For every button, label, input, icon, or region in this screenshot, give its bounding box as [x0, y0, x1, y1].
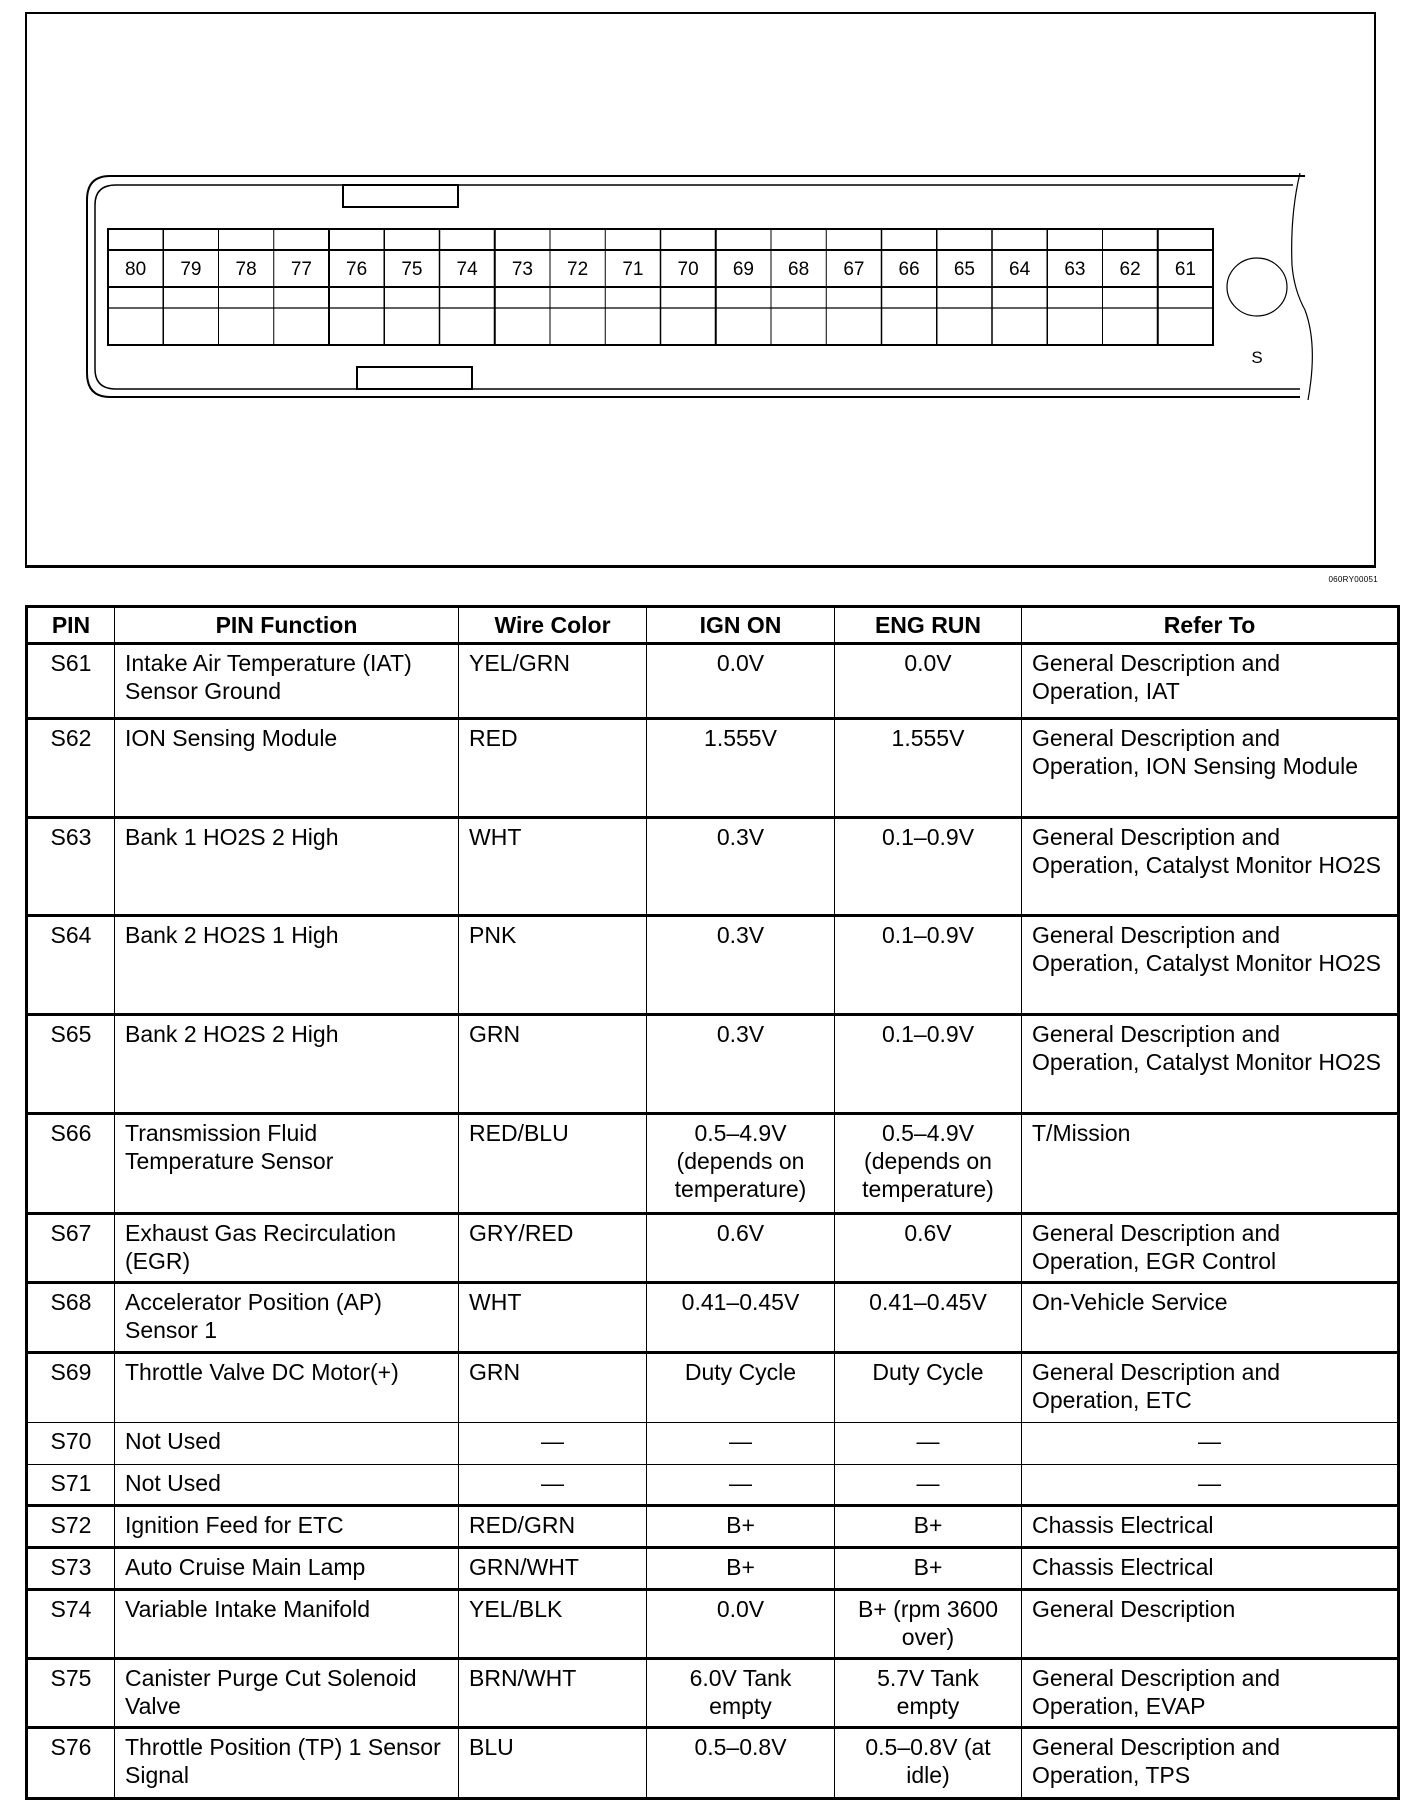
figure-id: 060RY00051	[1328, 575, 1378, 584]
pin-cell: S76	[27, 1728, 115, 1799]
pin-number: 68	[788, 259, 810, 280]
pin-number: 75	[401, 259, 423, 280]
pin-cell: S72	[27, 1506, 115, 1548]
pin-number: 74	[456, 259, 478, 280]
pin-number: 73	[511, 259, 533, 280]
ign-on-cell: 1.555V	[647, 719, 835, 818]
pin-cell: S74	[27, 1590, 115, 1659]
refer-to-cell: General Description and Operation, Catalyst Monitor HO2S	[1022, 916, 1399, 1015]
pin-number: 61	[1174, 259, 1196, 280]
ign-on-cell: 6.0V Tank empty	[647, 1659, 835, 1728]
connector-break-edge	[1292, 173, 1313, 400]
wire-color-cell: WHT	[459, 818, 647, 916]
connector-bottom-latch	[357, 367, 472, 389]
function-cell: Throttle Valve DC Motor(+)	[115, 1353, 459, 1423]
function-cell: Transmission Fluid Temperature Sensor	[115, 1114, 459, 1214]
pin-cell: S61	[27, 644, 115, 719]
pin-cell: S67	[27, 1214, 115, 1283]
function-cell: Ignition Feed for ETC	[115, 1506, 459, 1548]
ign-on-cell: 0.41–0.45V	[647, 1283, 835, 1353]
table-row	[27, 1423, 1399, 1465]
ign-on-cell: —	[647, 1465, 835, 1506]
pin-number: 72	[567, 259, 589, 280]
pin-number: 80	[125, 259, 147, 280]
refer-to-cell: General Description and Operation, Catalyst Monitor HO2S	[1022, 818, 1399, 916]
pin-number: 69	[732, 259, 754, 280]
header-ign-on: IGN ON	[647, 607, 835, 644]
ign-on-cell: 0.0V	[647, 1590, 835, 1659]
wire-color-cell: YEL/BLK	[459, 1590, 647, 1659]
pin-number: 63	[1064, 259, 1086, 280]
table-row	[27, 1114, 1399, 1214]
connector-label: S	[1251, 348, 1263, 367]
ign-on-cell: 0.3V	[647, 1015, 835, 1114]
eng-run-cell: 0.1–0.9V	[835, 1015, 1022, 1114]
header-eng-run: ENG RUN	[835, 607, 1022, 644]
pin-cell: S70	[27, 1423, 115, 1465]
refer-to-cell: General Description	[1022, 1590, 1399, 1659]
ign-on-cell: 0.5–4.9V (depends on temperature)	[647, 1114, 835, 1214]
function-cell: Intake Air Temperature (IAT) Sensor Ground	[115, 644, 459, 719]
table-row	[27, 719, 1399, 818]
function-cell: Throttle Position (TP) 1 Sensor Signal	[115, 1728, 459, 1799]
wire-color-cell: RED/BLU	[459, 1114, 647, 1214]
function-cell: Auto Cruise Main Lamp	[115, 1548, 459, 1590]
eng-run-cell: B+ (rpm 3600 over)	[835, 1590, 1022, 1659]
pin-table	[25, 605, 1400, 1800]
eng-run-cell: 5.7V Tank empty	[835, 1659, 1022, 1728]
refer-to-cell: —	[1022, 1465, 1399, 1506]
ign-on-cell: B+	[647, 1548, 835, 1590]
pin-number: 78	[235, 259, 257, 280]
function-cell: Variable Intake Manifold	[115, 1590, 459, 1659]
wire-color-cell: WHT	[459, 1283, 647, 1353]
eng-run-cell: 0.0V	[835, 644, 1022, 719]
pin-cell: S65	[27, 1015, 115, 1114]
wire-color-cell: —	[459, 1465, 647, 1506]
eng-run-cell: 0.6V	[835, 1214, 1022, 1283]
wire-color-cell: GRN	[459, 1353, 647, 1423]
connector-diagram	[0, 0, 1408, 600]
eng-run-cell: —	[835, 1423, 1022, 1465]
wire-color-cell: GRN/WHT	[459, 1548, 647, 1590]
wire-color-cell: GRN	[459, 1015, 647, 1114]
ign-on-cell: 0.5–0.8V	[647, 1728, 835, 1799]
refer-to-cell: General Description and Operation, ETC	[1022, 1353, 1399, 1423]
pin-cell: S69	[27, 1353, 115, 1423]
function-cell: Accelerator Position (AP) Sensor 1	[115, 1283, 459, 1353]
header-wire-color: Wire Color	[459, 607, 647, 644]
eng-run-cell: 0.1–0.9V	[835, 818, 1022, 916]
pin-cell: S68	[27, 1283, 115, 1353]
ign-on-cell: 0.0V	[647, 644, 835, 719]
ign-on-cell: 0.3V	[647, 818, 835, 916]
refer-to-cell: General Description and Operation, ION Sensing Module	[1022, 719, 1399, 818]
wire-color-cell: PNK	[459, 916, 647, 1015]
table-row	[27, 1283, 1399, 1353]
table-row	[27, 1015, 1399, 1114]
ign-on-cell: B+	[647, 1506, 835, 1548]
table-header-row	[27, 607, 1399, 644]
refer-to-cell: Chassis Electrical	[1022, 1548, 1399, 1590]
eng-run-cell: 0.41–0.45V	[835, 1283, 1022, 1353]
eng-run-cell: Duty Cycle	[835, 1353, 1022, 1423]
connector-top-latch	[343, 185, 458, 207]
table-row	[27, 1353, 1399, 1423]
pin-number: 70	[677, 259, 699, 280]
ign-on-cell: Duty Cycle	[647, 1353, 835, 1423]
function-cell: Canister Purge Cut Solenoid Valve	[115, 1659, 459, 1728]
table-row	[27, 1659, 1399, 1728]
pin-cell: S66	[27, 1114, 115, 1214]
wire-color-cell: RED	[459, 719, 647, 818]
header-refer-to: Refer To	[1022, 607, 1399, 644]
eng-run-cell: 0.5–0.8V (at idle)	[835, 1728, 1022, 1799]
pin-number: 79	[180, 259, 202, 280]
wire-color-cell: BLU	[459, 1728, 647, 1799]
eng-run-cell: 0.5–4.9V (depends on temperature)	[835, 1114, 1022, 1214]
eng-run-cell: B+	[835, 1548, 1022, 1590]
refer-to-cell: —	[1022, 1423, 1399, 1465]
table-row	[27, 1728, 1399, 1799]
function-cell: Not Used	[115, 1423, 459, 1465]
table-row	[27, 916, 1399, 1015]
table-row	[27, 1590, 1399, 1659]
ign-on-cell: 0.3V	[647, 916, 835, 1015]
eng-run-cell: 1.555V	[835, 719, 1022, 818]
pin-number: 71	[622, 259, 644, 280]
pin-number: 77	[290, 259, 312, 280]
refer-to-cell: General Description and Operation, EVAP	[1022, 1659, 1399, 1728]
pin-cell: S75	[27, 1659, 115, 1728]
refer-to-cell: On-Vehicle Service	[1022, 1283, 1399, 1353]
mounting-hole-icon	[1227, 258, 1287, 316]
table-row	[27, 1214, 1399, 1283]
pin-number: 64	[1009, 259, 1031, 280]
function-cell: Bank 2 HO2S 1 High	[115, 916, 459, 1015]
function-cell: Bank 1 HO2S 2 High	[115, 818, 459, 916]
eng-run-cell: B+	[835, 1506, 1022, 1548]
table-row	[27, 644, 1399, 719]
pin-number: 76	[346, 259, 368, 280]
pin-cell: S71	[27, 1465, 115, 1506]
table-row	[27, 1548, 1399, 1590]
wire-color-cell: RED/GRN	[459, 1506, 647, 1548]
eng-run-cell: 0.1–0.9V	[835, 916, 1022, 1015]
pin-number: 67	[843, 259, 865, 280]
header-pin: PIN	[27, 607, 115, 644]
table-row	[27, 1465, 1399, 1506]
refer-to-cell: General Description and Operation, EGR Control	[1022, 1214, 1399, 1283]
function-cell: Exhaust Gas Recirculation (EGR)	[115, 1214, 459, 1283]
function-cell: Not Used	[115, 1465, 459, 1506]
pin-grid	[108, 229, 1213, 345]
refer-to-cell: General Description and Operation, Catalyst Monitor HO2S	[1022, 1015, 1399, 1114]
ign-on-cell: 0.6V	[647, 1214, 835, 1283]
function-cell: Bank 2 HO2S 2 High	[115, 1015, 459, 1114]
pin-number: 66	[898, 259, 920, 280]
refer-to-cell: General Description and Operation, IAT	[1022, 644, 1399, 719]
pin-number: 65	[953, 259, 975, 280]
wire-color-cell: YEL/GRN	[459, 644, 647, 719]
refer-to-cell: General Description and Operation, TPS	[1022, 1728, 1399, 1799]
wire-color-cell: GRY/RED	[459, 1214, 647, 1283]
pin-cell: S73	[27, 1548, 115, 1590]
pin-cell: S62	[27, 719, 115, 818]
pin-cell: S63	[27, 818, 115, 916]
wire-color-cell: —	[459, 1423, 647, 1465]
function-cell: ION Sensing Module	[115, 719, 459, 818]
wire-color-cell: BRN/WHT	[459, 1659, 647, 1728]
header-function: PIN Function	[115, 607, 459, 644]
refer-to-cell: T/Mission	[1022, 1114, 1399, 1214]
ign-on-cell: —	[647, 1423, 835, 1465]
pin-number: 62	[1119, 259, 1141, 280]
pin-cell: S64	[27, 916, 115, 1015]
eng-run-cell: —	[835, 1465, 1022, 1506]
refer-to-cell: Chassis Electrical	[1022, 1506, 1399, 1548]
table-row	[27, 1506, 1399, 1548]
table-row	[27, 818, 1399, 916]
